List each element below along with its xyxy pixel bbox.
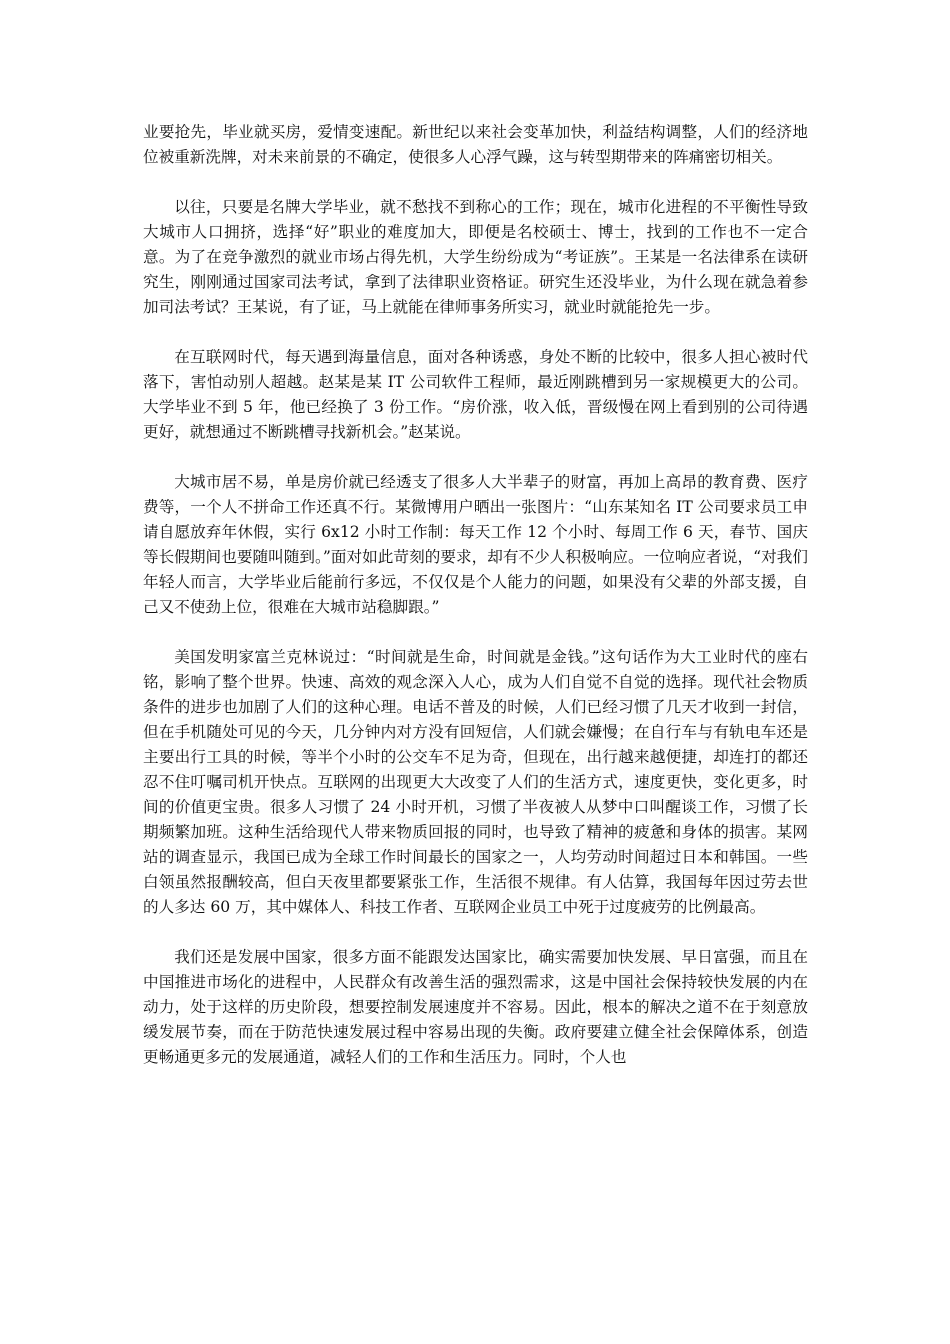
paragraph-4: 大城市居不易，单是房价就已经透支了很多人大半辈子的财富，再加上高昂的教育费、医疗费等，一个人不拼命工作还真不行。某微博用户晒出一张图片：“山东某知名 IT 公司要求员工申请自愿放弃年休假，实行 6x12 小时工作制：每天工作 12 个小时、每周工作 6 天，春节、国庆等长假期间也要随叫随到。”面对如此苛刻的要求，却有不少人积极响应。一位响应者说，“对我们年轻人而言，大学毕业后能前行多远，不仅仅是个人能力的问题，如果没有父辈的外部支援，自己又不使劲上位，很难在大城市站稳脚跟。” (143, 473, 808, 616)
paragraph-5: 美国发明家富兰克林说过：“时间就是生命，时间就是金钱。”这句话作为大工业时代的座右铭，影响了整个世界。快速、高效的观念深入人心，成为人们自觉不自觉的选择。现代社会物质条件的进步也加剧了人们的这种心理。电话不普及的时候，人们已经习惯了几天才收到一封信，但在手机随处可见的今天，几分钟内对方没有回短信，人们就会嫌慢；在自行车与有轨电车还是主要出行工具的时候，等半个小时的公交车不足为奇，但现在，出行越来越便捷，却连打的都还忍不住叮嘱司机开快点。互联网的出现更大大改变了人们的生活方式，速度更快，变化更多，时间的价值更宝贵。很多人习惯了 24 小时开机，习惯了半夜被人从梦中口叫醒谈工作，习惯了长期频繁加班。这种生活给现代人带来物质回报的同时，也导致了精神的疲惫和身体的损害。某网站的调查显示，我国已成为全球工作时间最长的国家之一，人均劳动时间超过日本和韩国。一些白领虽然报酬较高，但白天夜里都要紧张工作，生活很不规律。有人估算，我国每年因过劳去世的人多达 60 万，其中媒体人、科技工作者、互联网企业员工中死于过度疲劳的比例最高。 (143, 648, 808, 916)
article-body (143, 120, 808, 1095)
paragraph-1: 业要抢先，毕业就买房，爱情变速配。新世纪以来社会变革加快，利益结构调整，人们的经济地位被重新洗牌，对未来前景的不确定，使很多人心浮气躁，这与转型期带来的阵痛密切相关。 (143, 123, 808, 166)
paragraph-6: 我们还是发展中国家，很多方面不能跟发达国家比，确实需要加快发展、早日富强，而且在中国推进市场化的进程中，人民群众有改善生活的强烈需求，这是中国社会保持较快发展的内在动力，处于这样的历史阶段，想要控制发展速度并不容易。因此，根本的解决之道不在于刻意放缓发展节奏，而在于防范快速发展过程中容易出现的失衡。政府要建立健全社会保障体系，创造更畅通更多元的发展通道，减轻人们的工作和生活压力。同时，个人也 (143, 948, 808, 1066)
paragraph-3: 在互联网时代，每天遇到海量信息，面对各种诱惑，身处不断的比较中，很多人担心被时代落下，害怕动别人超越。赵某是某 IT 公司软件工程师，最近刚跳槽到另一家规模更大的公司。大学毕业不到 5 年，他已经换了 3 份工作。“房价涨，收入低，晋级慢在网上看到别的公司待遇更好，就想通过不断跳槽寻找新机会。”赵某说。 (143, 348, 808, 441)
paragraph-2: 以往，只要是名牌大学毕业，就不愁找不到称心的工作；现在，城市化进程的不平衡性导致大城市人口拥挤，选择“好”职业的难度加大，即便是名校硕士、博士，找到的工作也不一定合意。为了在竞争激烈的就业市场占得先机，大学生纷纷成为“考证族”。王某是一名法律系在读研究生，刚刚通过国家司法考试，拿到了法律职业资格证。研究生还没毕业，为什么现在就急着参加司法考试？王某说，有了证，马上就能在律师事务所实习，就业时就能抢先一步。 (143, 198, 808, 316)
